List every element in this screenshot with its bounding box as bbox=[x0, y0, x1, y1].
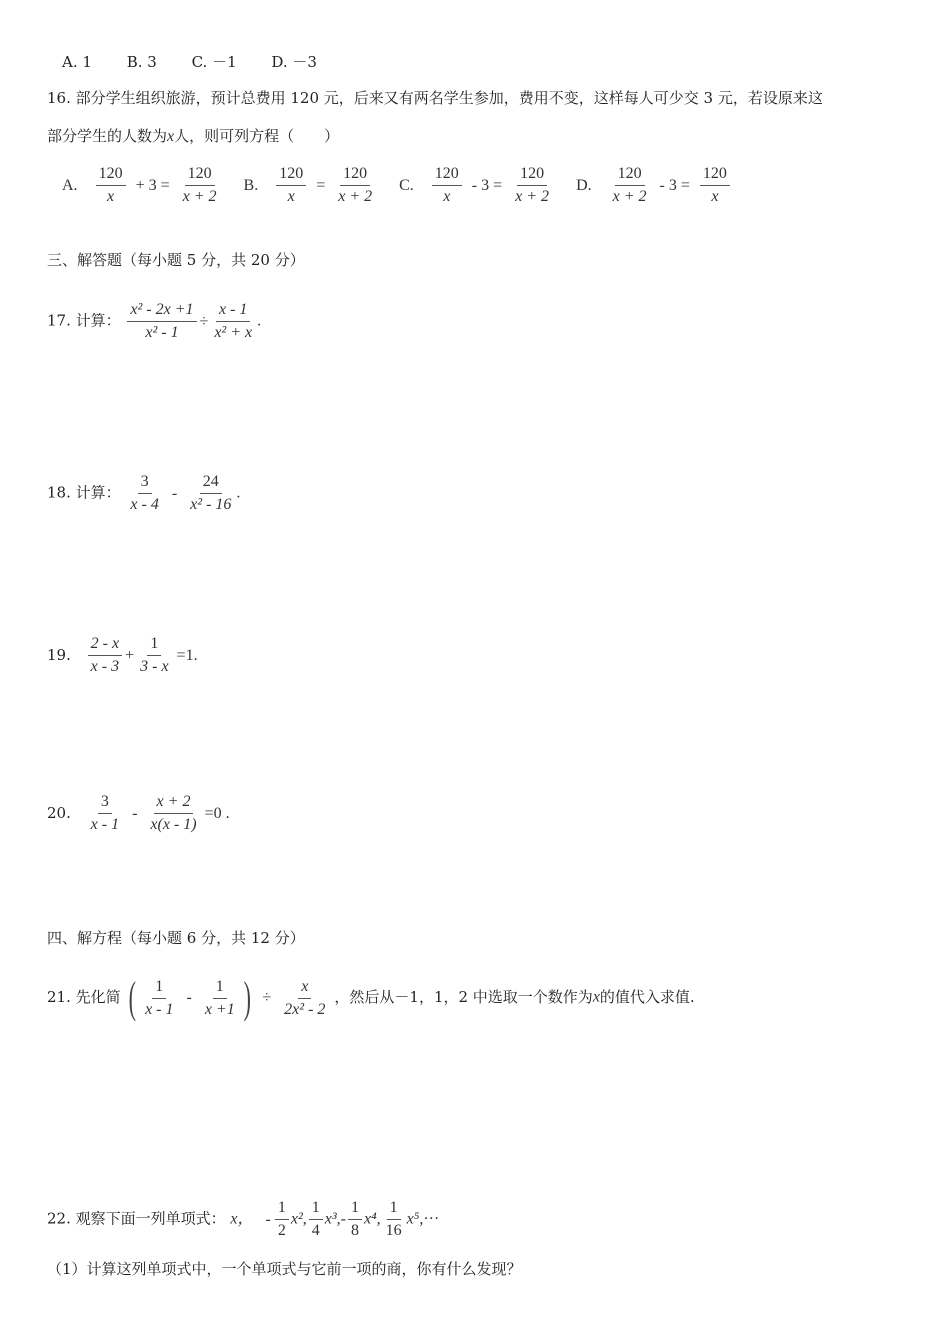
q16-c-frac1: $\frac{120}{x}$ bbox=[432, 166, 462, 205]
q16-option-d bbox=[576, 165, 732, 205]
q21-text-b: 的值代入求值. bbox=[599, 988, 695, 1007]
q16-option-d-label: D. bbox=[576, 176, 592, 194]
q16-option-b-label: B. bbox=[243, 176, 259, 194]
q22-subquestion-1: （1）计算这列单项式中，一个单项式与它前一项的商，你有什么发现？ bbox=[47, 1260, 522, 1278]
q22-label: 22. 观察下面一列单项式： bbox=[47, 1209, 226, 1228]
q19-frac2: $\frac{1}{3 - x}$ bbox=[140, 635, 169, 675]
q16-a-op: + 3 = bbox=[135, 176, 170, 194]
q19 bbox=[47, 636, 198, 675]
q20-frac1: $\frac{3}{x - 1}$ bbox=[90, 793, 120, 833]
q16-d-frac2: $\frac{120}{x}$ bbox=[700, 166, 730, 205]
q18-op: - bbox=[171, 484, 178, 502]
q21 bbox=[47, 973, 695, 1022]
q16-text-line1: 16. 部分学生组织旅游，预计总费用 120 元，后来又有两名学生参加，费用不变，这样每人可少交 3 元，若设原来这 bbox=[47, 89, 823, 107]
q22-first-term: x， bbox=[230, 1210, 254, 1228]
q16-a-frac1: $\frac{120}{x}$ bbox=[96, 166, 126, 205]
q16-d-frac1: $\frac{120}{x + 2}$ bbox=[612, 165, 647, 205]
q17-frac1: $\frac{\text{x² - 2x +1}}{\text{x² - 1}}$ bbox=[127, 302, 196, 341]
section3-heading: 三、解答题（每小题 5 分，共 20 分） bbox=[47, 251, 305, 269]
section4-heading: 四、解方程（每小题 6 分，共 12 分） bbox=[47, 929, 305, 947]
q16-option-b bbox=[243, 165, 382, 205]
q21-label: 21. 先化简 bbox=[47, 988, 121, 1007]
q19-op: + bbox=[125, 646, 135, 664]
q21-right-paren: ) bbox=[243, 973, 251, 1022]
q18-label: 18. 计算： bbox=[47, 483, 121, 502]
q20-op: - bbox=[132, 804, 138, 822]
q19-frac1: $\frac{2 - x}{x - 3}$ bbox=[88, 636, 122, 675]
q15-option-b: B. 3 bbox=[126, 53, 157, 71]
q21-op2: ÷ bbox=[262, 989, 272, 1006]
q18-frac1: $\frac{3}{x - 4}$ bbox=[130, 473, 159, 513]
q16-text-b: 人，则可列方程（ ） bbox=[174, 127, 340, 145]
q22-term-2: , $\frac{1}{4}$ x³ bbox=[302, 1199, 337, 1239]
q21-op1: - bbox=[186, 989, 192, 1006]
q20-label: 20. bbox=[47, 803, 71, 822]
q19-end: =1. bbox=[176, 646, 198, 664]
q21-variable: x bbox=[592, 988, 600, 1006]
q16-option-c-label: C. bbox=[399, 176, 414, 194]
q22-term-4: , $\frac{1}{16}$ x⁵ bbox=[376, 1199, 420, 1239]
q16-option-a-label: A. bbox=[62, 176, 78, 194]
q16-text-a: 部分学生的人数为 bbox=[47, 127, 168, 145]
q17-frac2: $\frac{x - 1}{\text{x² + x}}$ bbox=[214, 301, 253, 341]
q16-c-frac2: $\frac{120}{x + 2}$ bbox=[515, 165, 550, 205]
q20 bbox=[47, 794, 230, 833]
q16-text-line2 bbox=[47, 129, 339, 145]
q16-b-frac1: $\frac{120}{x}$ bbox=[276, 166, 306, 205]
q18-frac2: $\frac{24}{\text{x² - 16}}$ bbox=[190, 473, 232, 513]
q22 bbox=[47, 1200, 439, 1239]
q17-end: . bbox=[257, 312, 262, 330]
q22-term-3: ,- $\frac{1}{8}$ x⁴ bbox=[336, 1199, 377, 1239]
q19-label: 19. bbox=[47, 645, 71, 664]
q15-option-d: D. －3 bbox=[271, 53, 317, 71]
q18-end: . bbox=[236, 484, 241, 502]
q17 bbox=[47, 302, 261, 341]
q22-tail: ,··· bbox=[419, 1210, 440, 1228]
q16-option-c bbox=[399, 165, 558, 205]
q16-d-op: - 3 = bbox=[659, 176, 690, 194]
q15-option-a: A. 1 bbox=[62, 53, 92, 71]
q16-a-frac2: $\frac{120}{x + 2}$ bbox=[182, 165, 217, 205]
q16-b-op: = bbox=[316, 176, 326, 194]
q20-frac2: $\frac{x + 2}{x(x - 1)}$ bbox=[150, 793, 197, 833]
q21-text-a: ，然后从－1，1，2 中选取一个数作为 bbox=[334, 988, 593, 1007]
q21-frac2: $\frac{1}{x +1}$ bbox=[204, 977, 235, 1018]
q21-frac1: $\frac{1}{x - 1}$ bbox=[145, 977, 174, 1018]
q21-frac3: $\frac{x}{\text{2x² - 2}}$ bbox=[284, 977, 326, 1018]
q22-term-1: - $\frac{1}{2}$ x² bbox=[265, 1199, 303, 1239]
q16-option-a bbox=[62, 165, 226, 205]
q17-label: 17. 计算： bbox=[47, 311, 121, 330]
q16-variable: x bbox=[167, 128, 175, 145]
q20-end: =0 . bbox=[204, 804, 230, 822]
q16-options bbox=[62, 166, 732, 205]
q16-c-op: - 3 = bbox=[471, 176, 503, 194]
q18 bbox=[47, 474, 240, 513]
q21-left-paren: ( bbox=[129, 973, 137, 1022]
q15-options bbox=[62, 55, 347, 70]
q15-option-c: C. －1 bbox=[191, 53, 237, 71]
q16-b-frac2: $\frac{120}{x + 2}$ bbox=[338, 165, 373, 205]
q17-op: ÷ bbox=[199, 312, 209, 330]
